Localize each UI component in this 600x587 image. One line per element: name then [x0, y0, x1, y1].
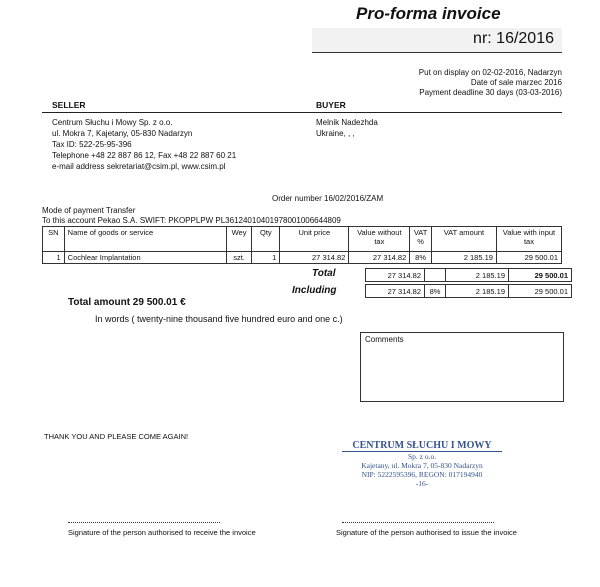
- seller-block: [52, 117, 236, 172]
- including-row: [366, 285, 572, 298]
- col-vat-rate: VAT %: [410, 227, 432, 252]
- seller-label: SELLER: [52, 100, 86, 110]
- seller-name: Centrum Słuchu i Mowy Sp. z o.o.: [52, 118, 173, 127]
- invoice-number: nr: 16/2016: [473, 30, 554, 47]
- total-gross: 29 500.01: [509, 269, 572, 282]
- including-label: Including: [292, 285, 337, 296]
- comments-label: Comments: [365, 335, 404, 344]
- table-row: [43, 252, 562, 264]
- col-unit: Wey: [226, 227, 252, 252]
- header-rule: [42, 112, 562, 113]
- amount-in-words: In words ( twenty-nine thousand five hundred euro and one c.): [95, 314, 343, 324]
- seller-address: ul. Mokra 7, Kajetany, 05-830 Nadarzyn: [52, 129, 193, 138]
- cell-unit: szt.: [226, 252, 252, 264]
- seller-phone: Telephone +48 22 887 86 12, Fax +48 22 887 60 21: [52, 151, 237, 160]
- including-gross: 29 500.01: [509, 285, 572, 298]
- col-unit-price: Unit price: [280, 227, 349, 252]
- total-row: [366, 269, 572, 282]
- cell-vat-rate: 8%: [410, 252, 432, 264]
- col-sn: SN: [43, 227, 65, 252]
- totals-table: [365, 268, 572, 298]
- stamp-ids: NIP: 5222595396, REGON: 017194940: [361, 470, 483, 479]
- comments-box: [360, 332, 564, 402]
- including-net: 27 314.82: [366, 285, 425, 298]
- buyer-name: Melnik Nadezhda: [316, 118, 378, 127]
- buyer-block: [316, 117, 378, 139]
- stamp-name: CENTRUM SŁUCHU I MOWY: [342, 440, 502, 452]
- sale-date: Date of sale marzec 2016: [470, 78, 562, 87]
- display-info: Put on display on 02-02-2016, Nadarzyn: [418, 68, 562, 77]
- cell-value-gross: 29 500.01: [496, 252, 561, 264]
- cell-value-net: 27 314.82: [349, 252, 410, 264]
- payment-deadline: Payment deadline 30 days (03-03-2016): [419, 88, 562, 97]
- cell-sn: 1: [43, 252, 65, 264]
- cell-qty: 1: [252, 252, 280, 264]
- col-value-gross: Value with input tax: [496, 227, 561, 252]
- col-name: Name of goods or service: [64, 227, 226, 252]
- stamp-company: Sp. z o.o.: [407, 452, 437, 461]
- payment-mode: Mode of payment Transfer: [42, 206, 136, 215]
- items-table: [42, 226, 562, 264]
- total-vat: 2 185.19: [446, 269, 509, 282]
- cell-vat-amount: 2 185.19: [431, 252, 496, 264]
- buyer-address: Ukraine, , ,: [316, 129, 355, 138]
- receive-signature-line: [68, 522, 220, 523]
- buyer-label: BUYER: [316, 100, 346, 110]
- stamp-code: -16-: [415, 479, 429, 488]
- thank-you-note: THANK YOU AND PLEASE COME AGAIN!: [44, 432, 189, 441]
- invoice-number-box: [312, 28, 562, 53]
- total-vat-rate: [425, 269, 446, 282]
- bank-account: To this account Pekao S.A. SWIFT: PKOPPLPW PL36124010401978001006644809: [42, 216, 341, 225]
- invoice-dates: [419, 68, 562, 98]
- col-value-net: Value without tax: [349, 227, 410, 252]
- issue-signature-caption: Signature of the person authorised to issue the invoice: [336, 528, 517, 537]
- seller-tax-id: Tax ID: 522-25-95-396: [52, 140, 132, 149]
- total-amount: Total amount 29 500.01 €: [68, 297, 186, 308]
- cell-unit-price: 27 314.82: [280, 252, 349, 264]
- col-vat-amount: VAT amount: [431, 227, 496, 252]
- company-stamp: [342, 440, 502, 488]
- issue-signature-line: [342, 522, 494, 523]
- including-vat-rate: 8%: [425, 285, 446, 298]
- invoice-title: Pro-forma invoice: [356, 4, 501, 23]
- stamp-address: Kajetany, ul. Mokra 7, 05-830 Nadarzyn: [361, 461, 483, 470]
- total-net: 27 314.82: [366, 269, 425, 282]
- receive-signature-caption: Signature of the person authorised to receive the invoice: [68, 528, 256, 537]
- cell-name: Cochlear Implantation: [64, 252, 226, 264]
- total-label: Total: [312, 268, 336, 279]
- table-header-row: [43, 227, 562, 252]
- including-vat: 2 185.19: [446, 285, 509, 298]
- col-qty: Qty: [252, 227, 280, 252]
- order-number: Order number 16/02/2016/ZAM: [272, 194, 384, 203]
- seller-email: e-mail address sekretariat@csim.pl, www.csim.pl: [52, 162, 226, 171]
